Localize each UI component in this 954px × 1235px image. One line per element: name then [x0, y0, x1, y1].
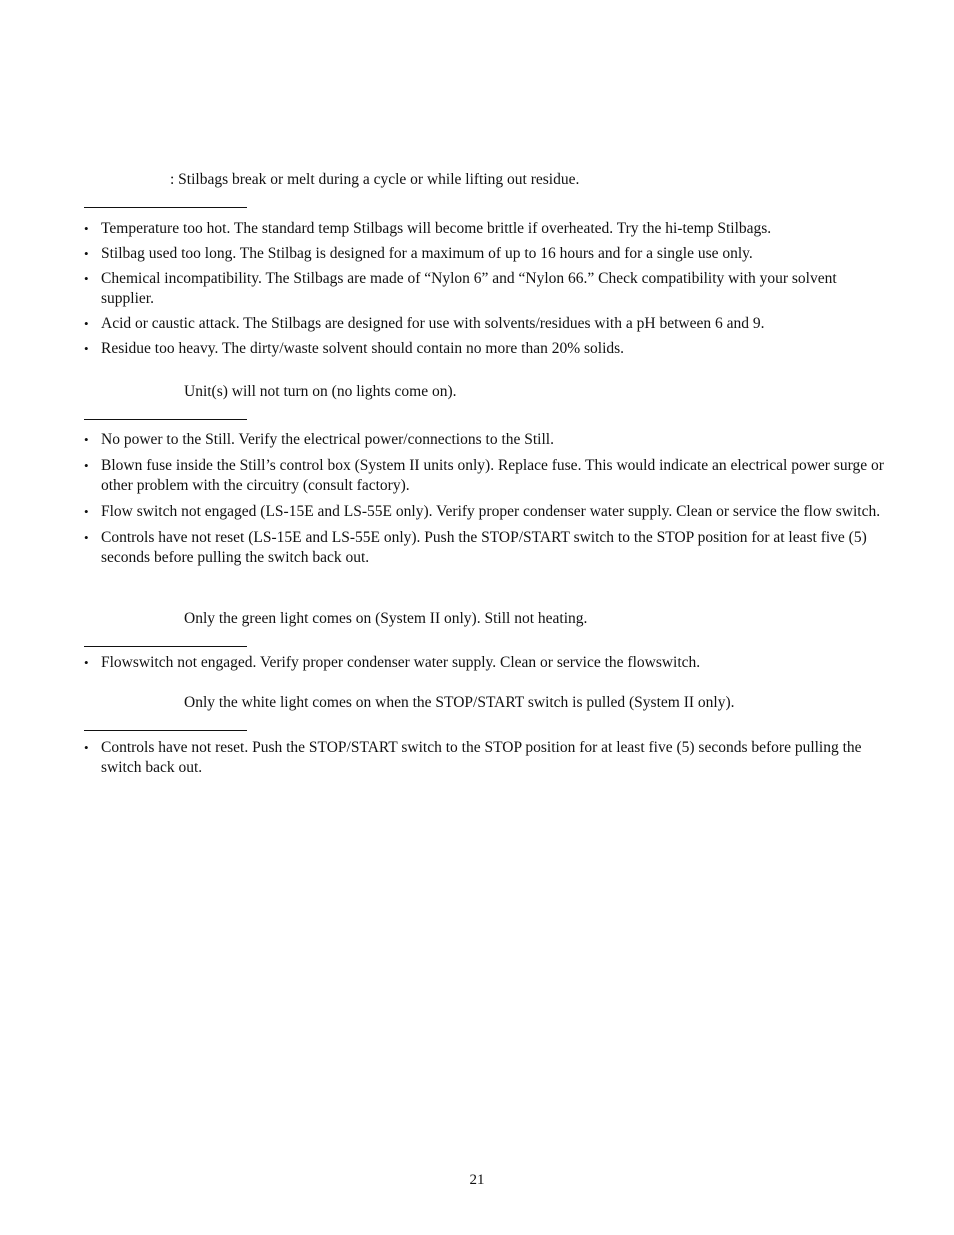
list-item: • Controls have not reset (LS-15E and LS-55E only). Push the STOP/START switch to the STOP position for at least five (5) seconds before pulling the switch back out. [84, 529, 867, 566]
section-divider [84, 207, 247, 208]
problem-text: : Stilbags break or melt during a cycle or while lifting out residue. [170, 171, 580, 188]
cause-list-2 [84, 430, 884, 568]
bullet-icon: • [84, 504, 89, 519]
list-item: • No power to the Still. Verify the electrical power/connections to the Still. [84, 431, 554, 448]
section-divider [84, 646, 247, 647]
bullet-icon: • [84, 530, 89, 545]
problem-text: Only the green light comes on (System II only). Still not heating. [184, 610, 588, 627]
cause-list-1 [84, 219, 884, 359]
list-item: • Chemical incompatibility. The Stilbags are made of “Nylon 6” and “Nylon 66.” Check compatibility with your solvent supplier. [84, 270, 837, 307]
list-item: • Controls have not reset. Push the STOP/START switch to the STOP position for at least five (5) seconds before pulling the switch back out. [84, 739, 862, 776]
bullet-icon: • [84, 341, 89, 356]
list-item: • Acid or caustic attack. The Stilbags are designed for use with solvents/residues with a pH between 6 and 9. [84, 315, 765, 332]
bullet-icon: • [84, 271, 89, 286]
bullet-icon: • [84, 246, 89, 261]
bullet-icon: • [84, 432, 89, 447]
cause-list-3 [84, 653, 884, 673]
page-number: 21 [469, 1172, 485, 1188]
list-item: • Temperature too hot. The standard temp Stilbags will become brittle if overheated. Try the hi-temp Stilbags. [84, 220, 772, 237]
cause-list-4 [84, 738, 884, 778]
bullet-icon: • [84, 655, 89, 670]
bullet-icon: • [84, 316, 89, 331]
bullet-icon: • [84, 221, 89, 236]
list-item: • Blown fuse inside the Still’s control box (System II units only). Replace fuse. This would indicate an electrical power surge or other problem with the circuitry (consult factory). [84, 457, 884, 494]
list-item: • Stilbag used too long. The Stilbag is designed for a maximum of up to 16 hours and for a single use only. [84, 245, 753, 262]
bullet-icon: • [84, 740, 89, 755]
list-item: • Flow switch not engaged (LS-15E and LS-55E only). Verify proper condenser water supply. Clean or service the flow switch. [84, 503, 881, 520]
section-divider [84, 730, 247, 731]
list-item: • Residue too heavy. The dirty/waste solvent should contain no more than 20% solids. [84, 340, 625, 357]
problem-text: Unit(s) will not turn on (no lights come on). [184, 383, 457, 400]
bullet-icon: • [84, 458, 89, 473]
section-divider [84, 419, 247, 420]
problem-text: Only the white light comes on when the STOP/START switch is pulled (System II only). [184, 694, 735, 711]
list-item: • Flowswitch not engaged. Verify proper condenser water supply. Clean or service the flowswitch. [84, 654, 701, 671]
